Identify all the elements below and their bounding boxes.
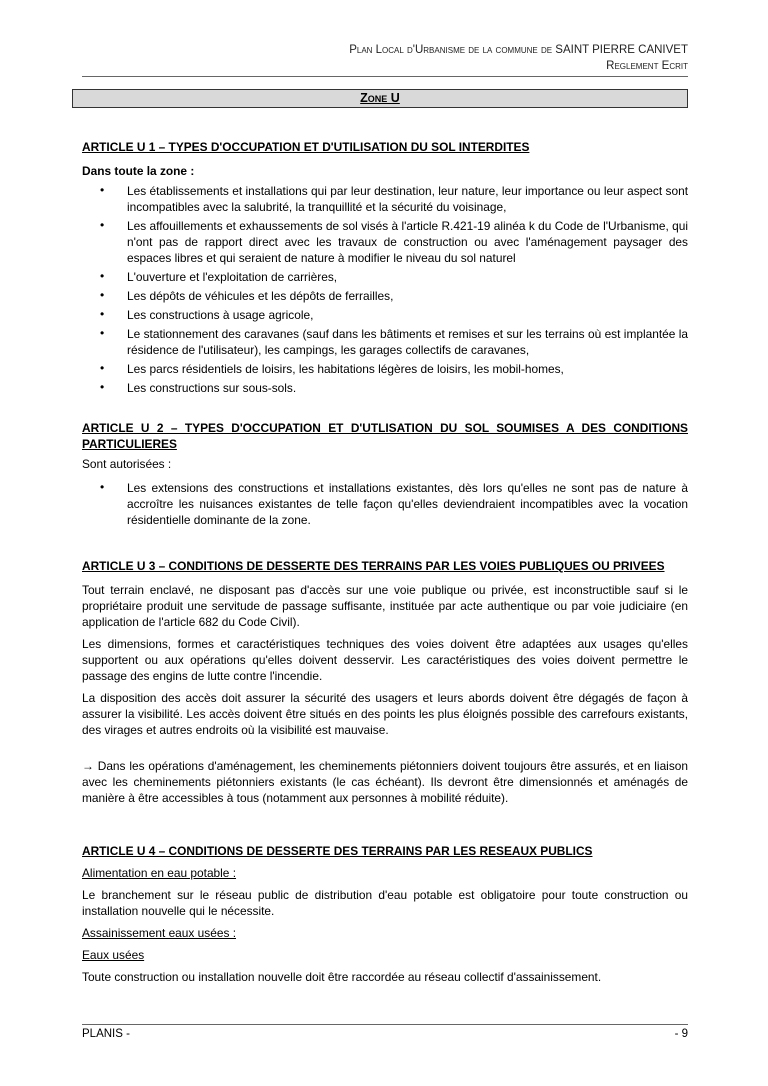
bullet-icon: • (100, 307, 105, 321)
article-u4-paragraph: Le branchement sur le réseau public de distribution d'eau potable est obligatoire pour toute construction ou installation nouvelle qui le nécessite. (82, 888, 688, 918)
article-u3-paragraph: → Dans les opérations d'aménagement, les cheminements piétonniers doivent toujours être assurés, et en liaison avec les cheminements piétonniers existants (le cas échéant). Ils devront être dimensionnés et aménagés de manière à être accessibles à tous (notamment aux personnes à mobilité réduite). (82, 759, 688, 805)
article-u4-title: ARTICLE U 4 – CONDITIONS DE DESSERTE DES TERRAINS PAR LES RESEAUX PUBLICS (82, 844, 593, 858)
list-item: • Les affouillements et exhaussements de sol visés à l'article R.421-19 alinéa k du Code de l'Urbanisme, qui n'ont pas de rapport direct avec les travaux de construction ou avec l'aménagement paysager des espaces libres et qui seraient de nature à modifier le niveau du sol naturel (100, 218, 688, 265)
bullet-icon: • (100, 269, 105, 283)
article-u4-subheading-water: Alimentation en eau potable : (82, 866, 237, 880)
article-u4-paragraph: Toute construction ou installation nouvelle doit être raccordée au réseau collectif d'assainissement. (82, 970, 602, 984)
list-item: • Les constructions sur sous-sols. (100, 380, 297, 395)
footer-left: PLANIS - (82, 1028, 130, 1040)
header-divider (82, 76, 688, 77)
article-u3-paragraph: La disposition des accès doit assurer la sécurité des usagers et leurs abords doivent être dégagés de façon à assurer la visibilité. Les accès doivent être situés en des points les plus éloignés possible des carrefours existants, des virages et autres endroits où la visibilité est mauvaise. (82, 691, 688, 737)
list-item: • L'ouverture et l'exploitation de carrières, (100, 269, 338, 284)
bullet-icon: • (100, 380, 105, 394)
list-item: • Les extensions des constructions et installations existantes, dès lors qu'elles ne sont pas de nature à accroître les nuisances existantes de telle façon qu'elles deviendraient incompatibles avec la vocation résidentielle dominante de la zone. (100, 480, 688, 527)
bullet-icon: • (100, 326, 105, 340)
list-item: • Les parcs résidentiels de loisirs, les habitations légères de loisirs, les mobil-homes, (100, 361, 564, 376)
article-u4-subheading-sanitation: Assainissement eaux usées : (82, 926, 236, 940)
bullet-icon: • (100, 288, 105, 302)
footer-divider (82, 1024, 688, 1025)
header-commune-name: SAINT PIERRE CANIVET (555, 44, 688, 56)
article-u2-subtitle: Sont autorisées : (82, 457, 172, 471)
article-u3-title: ARTICLE U 3 – CONDITIONS DE DESSERTE DES TERRAINS PAR LES VOIES PUBLIQUES OU PRIVEES (82, 559, 665, 573)
article-u3-paragraph: Les dimensions, formes et caractéristiques techniques des voies doivent être adaptées aux usages qu'elles supportent ou aux opérations qu'elles doivent desservir. Les caractéristiques des voies doivent permettre le passage des engins de lutte contre l'incendie. (82, 637, 688, 683)
list-item: • Les établissements et installations qui par leur destination, leur nature, leur importance ou leur aspect sont incompatibles avec la salubrité, la tranquillité et la sécurité du voisinage, (100, 183, 688, 214)
bullet-icon: • (100, 361, 105, 375)
article-u2-title: ARTICLE U 2 – TYPES D'OCCUPATION ET D'UTLISATION DU SOL SOUMISES A DES CONDITIONS PARTICULIERES (82, 421, 688, 451)
zone-title-box: Zone U (72, 89, 688, 108)
list-item: • Les dépôts de véhicules et les dépôts de ferrailles, (100, 288, 394, 303)
header-title (349, 44, 688, 56)
list-item: • Le stationnement des caravanes (sauf dans les bâtiments et remises et sur les terrains où est implantée la résidence de l'utilisateur), les campings, les garages collectifs de caravanes, (100, 326, 688, 357)
page-number: - 9 (674, 1028, 688, 1040)
bullet-icon: • (100, 218, 105, 232)
bullet-icon: • (100, 480, 105, 494)
document-body (82, 139, 688, 985)
article-u1-subtitle: Dans toute la zone : (82, 164, 195, 178)
header-plan-label: Plan Local d'Urbanisme de la commune de (349, 44, 556, 56)
header-subtitle: Reglement Ecrit (606, 60, 688, 72)
article-u3-paragraph: Tout terrain enclavé, ne disposant pas d'accès sur une voie publique ou privée, est inconstructible sauf si le propriétaire produit une servitude de passage suffisante, instituée par acte authentique ou par voie judiciaire (en application de l'article 682 du Code Civil). (82, 583, 688, 629)
article-u4-subheading-wastewater: Eaux usées (82, 948, 145, 962)
list-item: • Les constructions à usage agricole, (100, 307, 314, 322)
article-u2-list (82, 480, 688, 528)
article-u1-list (82, 183, 688, 396)
bullet-icon: • (100, 183, 105, 197)
article-u1-title: ARTICLE U 1 – TYPES D'OCCUPATION ET D'UTILISATION DU SOL INTERDITES (82, 140, 530, 154)
